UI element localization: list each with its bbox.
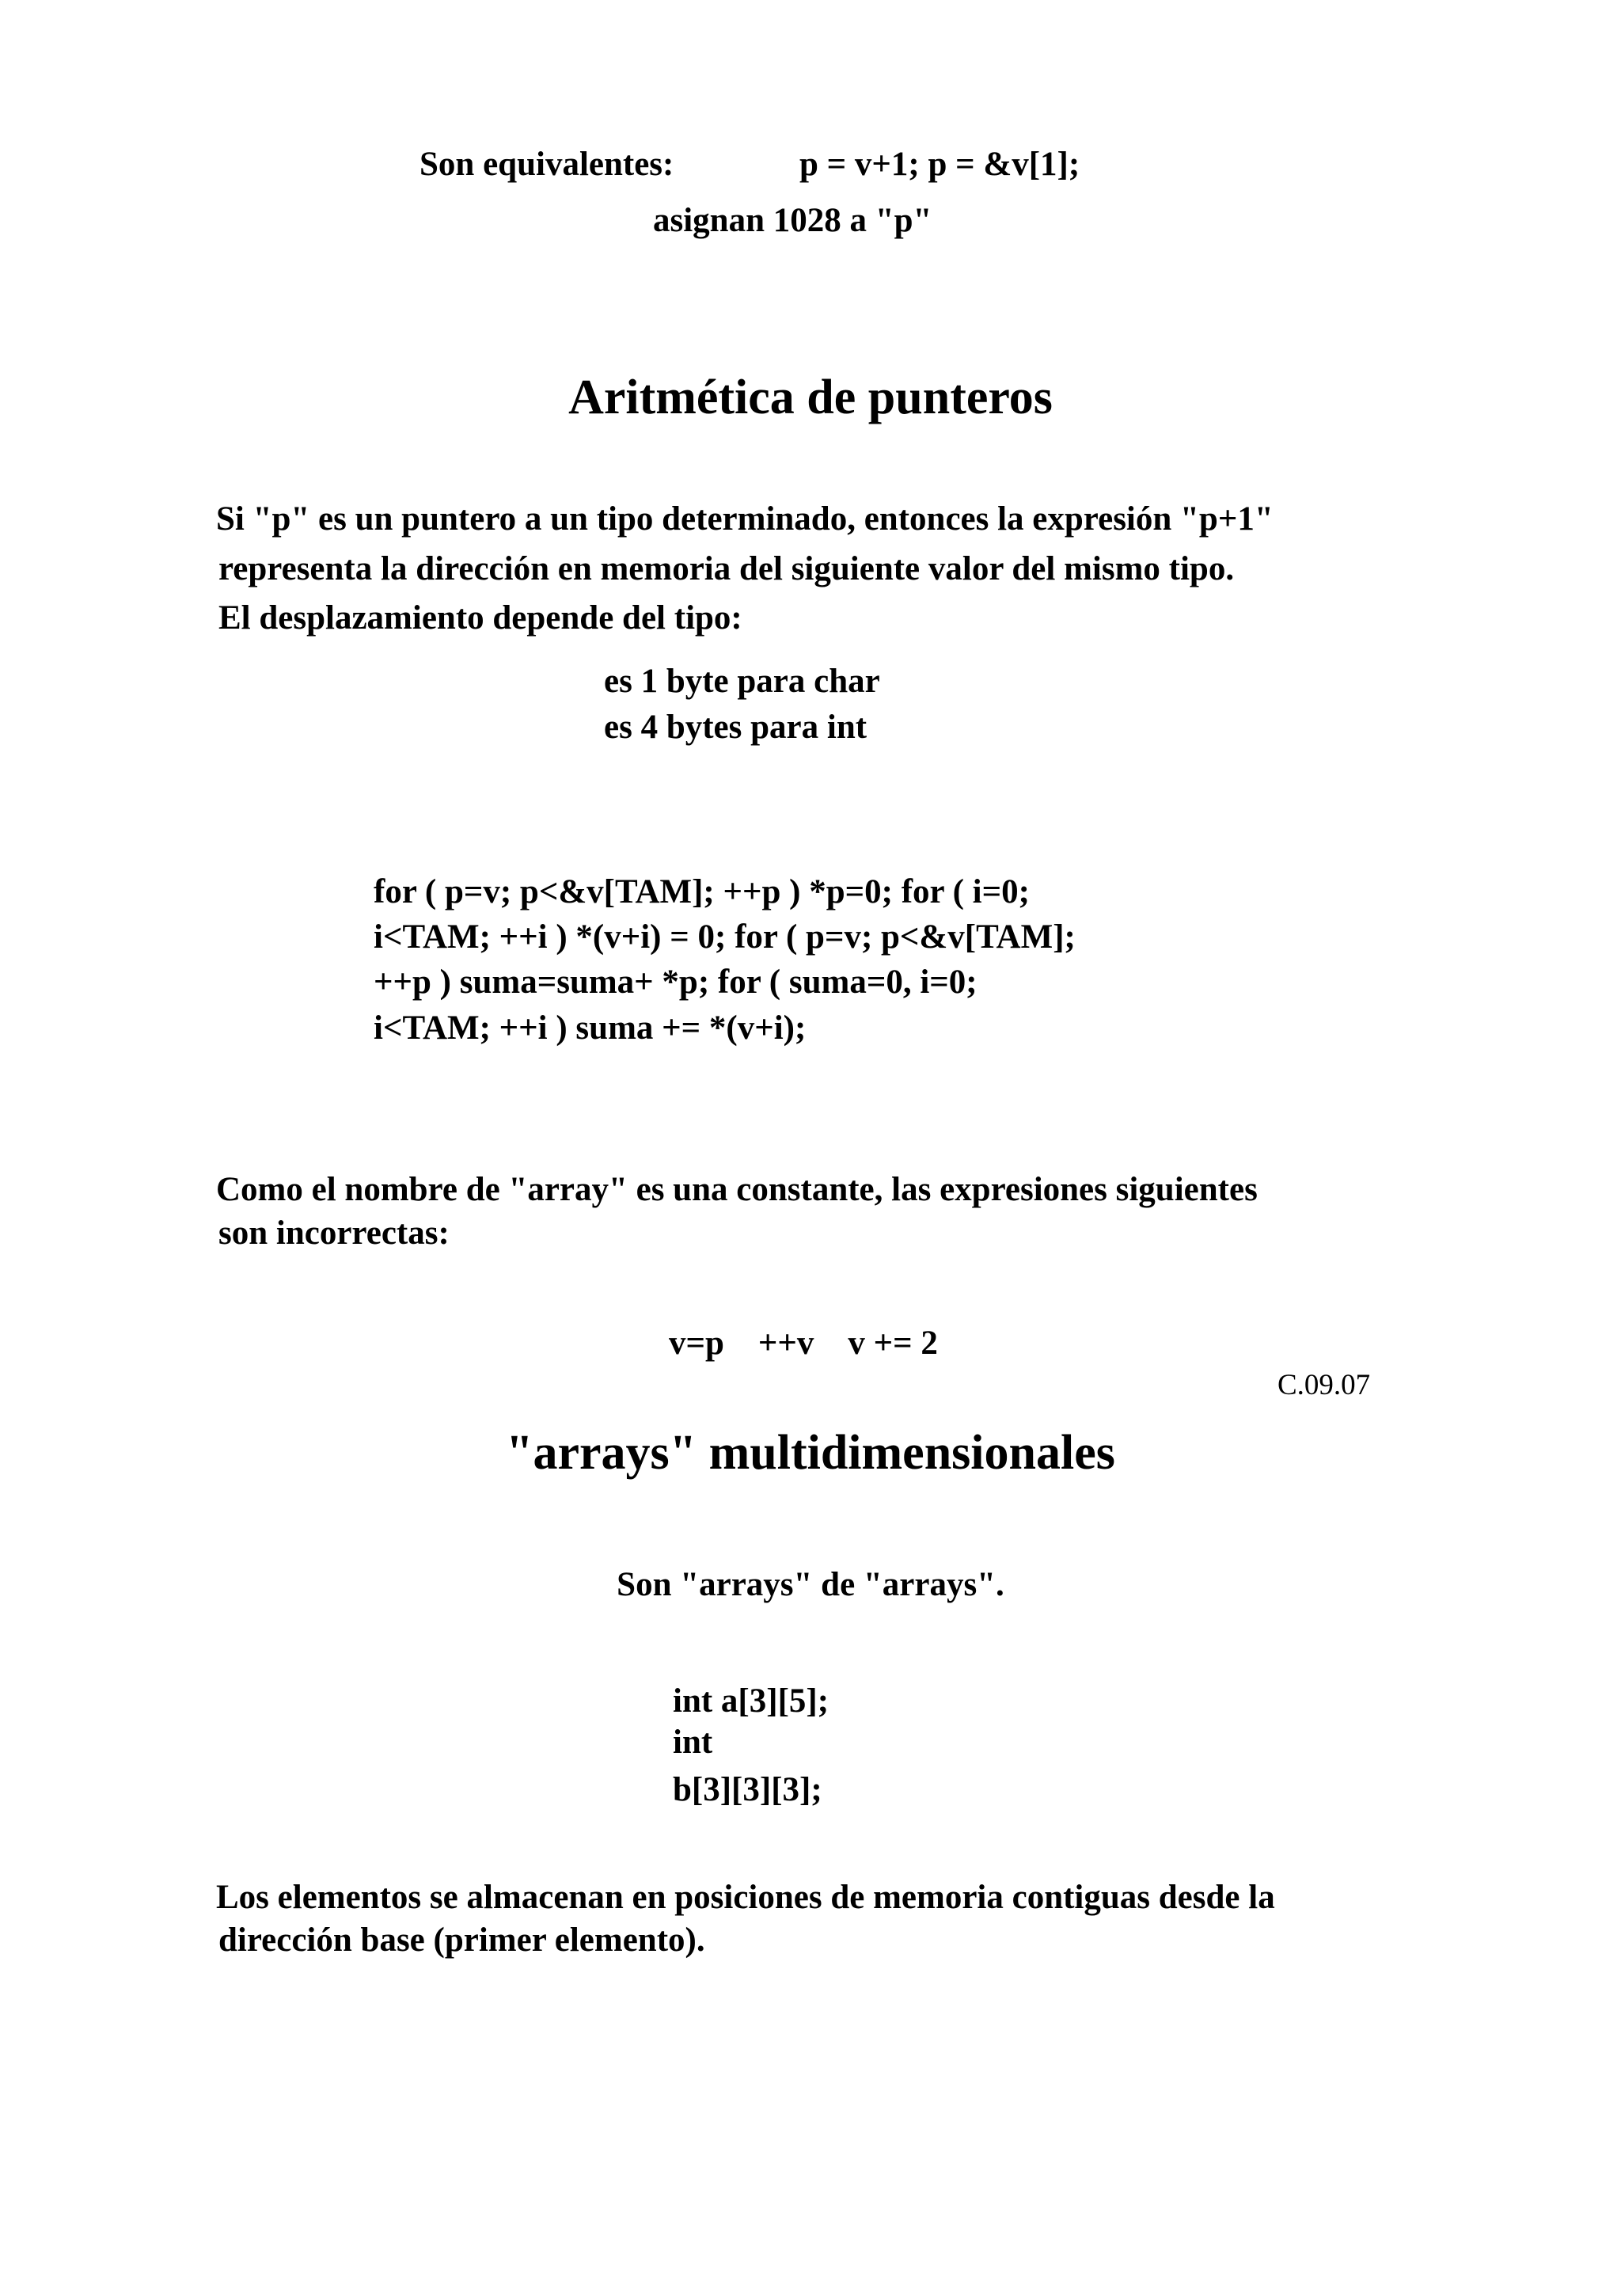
list-item: es 1 byte para char — [604, 663, 880, 700]
paragraph-line: dirección base (primer elemento). — [218, 1922, 705, 1959]
code-line: i<TAM; ++i ) *(v+i) = 0; for ( p=v; p<&v[TAM]; — [374, 918, 1076, 956]
paragraph-line: son incorrectas: — [218, 1215, 450, 1252]
section-title-multidimensional-arrays: "arrays" multidimensionales — [506, 1426, 1115, 1480]
incorrect-expressions: v=p ++v v += 2 — [669, 1325, 938, 1362]
paragraph-line: El desplazamiento depende del tipo: — [218, 599, 742, 637]
code-line: i<TAM; ++i ) suma += *(v+i); — [374, 1009, 807, 1047]
paragraph-line: Si "p" es un puntero a un tipo determinado, entonces la expresión "p+1" — [216, 500, 1274, 538]
list-item: es 4 bytes para int — [604, 709, 867, 746]
code-line: int a[3][5]; — [673, 1682, 829, 1720]
code-line: b[3][3][3]; — [673, 1771, 822, 1808]
code-line: ++p ) suma=suma+ *p; for ( suma=0, i=0; — [374, 964, 978, 1001]
equivalents-code: p = v+1; p = &v[1]; — [799, 146, 1080, 183]
equivalents-result: asignan 1028 a "p" — [653, 202, 932, 239]
paragraph-line: Como el nombre de "array" es una constante, las expresiones siguientes — [216, 1171, 1258, 1208]
paragraph-line: representa la dirección en memoria del siguiente valor del mismo tipo. — [218, 550, 1235, 587]
equivalents-label: Son equivalentes: — [419, 146, 674, 183]
code-line: for ( p=v; p<&v[TAM]; ++p ) *p=0; for ( i=0; — [374, 873, 1030, 910]
page-reference: C.09.07 — [1277, 1369, 1371, 1401]
section-subtitle: Son "arrays" de "arrays". — [617, 1566, 1004, 1603]
paragraph-line: Los elementos se almacenan en posiciones de memoria contiguas desde la — [216, 1879, 1275, 1916]
section-title-pointer-arithmetic: Aritmética de punteros — [568, 371, 1053, 424]
code-line: int — [673, 1724, 713, 1761]
